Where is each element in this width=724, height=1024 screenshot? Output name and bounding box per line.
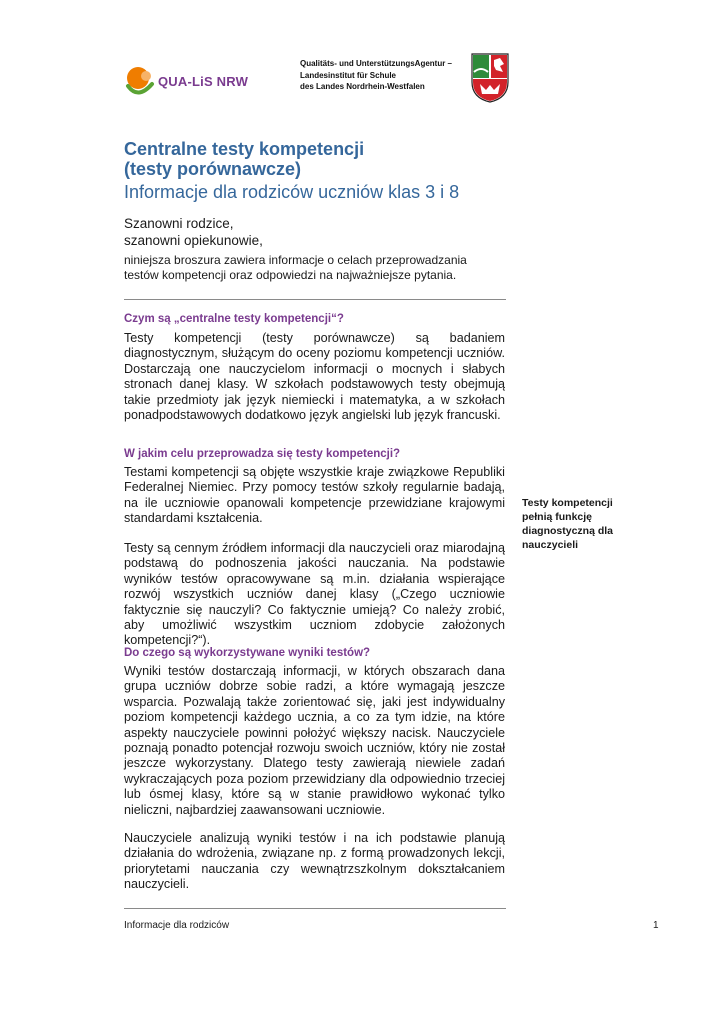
page-number: 1	[653, 920, 659, 931]
institution-line: Landesinstitut für Schule	[300, 70, 397, 80]
nrw-coat-of-arms-icon	[470, 52, 510, 104]
institution-name	[300, 58, 452, 93]
section-heading: W jakim celu przeprowadza się testy kompetencji?	[124, 448, 401, 460]
section-heading: Do czego są wykorzystywane wyniki testów?	[124, 647, 371, 659]
document-subtitle: Informacje dla rodziców uczniów klas 3 i 8	[124, 182, 460, 202]
section-paragraph: Testy są cennym źródłem informacji dla nauczycieli oraz miarodajną podstawą do podnoszenia jakości nauczania. Na podstawie wyników testów opracowywane są m.in. działania wspierające rozwój wszystkich uczniów danej klasy („Czego uczniowie faktycznie się nauczyli? Co faktycznie umieją? Co należy zrobić, aby umożliwić wszystkim uczniom zdobycie założonych kompetencji?“).	[124, 541, 505, 648]
document-title	[124, 139, 364, 179]
qua-lis-logo-text: QUA-LiS NRW	[158, 74, 249, 89]
section-heading: Czym są „centralne testy kompetencji“?	[124, 313, 344, 325]
divider	[124, 299, 506, 300]
side-note: Testy kompetencji pełnią funkcję diagnostyczną dla nauczycieli	[522, 497, 614, 551]
intro-text: niniejsza broszura zawiera informacje o celach przeprowadzania testów kompetencji oraz odpowiedzi na najważniejsze pytania.	[124, 253, 467, 282]
section-paragraph: Wyniki testów dostarczają informacji, w których obszarach dana grupa uczniów dobrze sobie radzi, a które wymagają jeszcze wsparcia. Pozwalają także zorientować się, jaki jest indywidualny poziom kompetencji każdego ucznia, a co za tym idzie, na które aspekty nauczyciele powinni położyć większy nacisk. Nauczyciele poznają ponadto potencjał rozwoju swoich uczniów, który nie został jeszcze wykorzystany. Dlatego testy zawierają niewiele zadań wykraczających poza poziom przewidziany dla odpowiednio trzeciej lub ósmej klasy, które są w stanie prawidłowo wykonać tylko nieliczni, najbardziej zaawansowani uczniowie.	[124, 664, 505, 817]
institution-line: des Landes Nordrhein-Westfalen	[300, 82, 425, 91]
section-paragraph: Nauczyciele analizują wyniki testów i na ich podstawie planują działania do wdrożenia, związane np. z formą prowadzonych lekcji, priorytetami nauczania czy wewnątrzszkolnym dokształcaniem nauczycieli.	[124, 831, 505, 892]
qua-lis-logo-icon	[124, 64, 156, 100]
institution-line: Qualitäts- und UnterstützungsAgentur –	[300, 59, 452, 68]
qua-lis-logo	[124, 64, 254, 100]
section-paragraph: Testy kompetencji (testy porównawcze) są badaniem diagnostycznym, służącym do oceny poziomu kompetencji uczniów. Dostarczają one nauczycielom informacji o mocnych i słabych stronach danej klasy. W szkołach podstawowych testy obejmują takie przedmioty jak język niemiecki i matematyka, a w szkołach ponadpodstawowych dodatkowo język angielski lub język francuski.	[124, 331, 505, 423]
footer-label: Informacje dla rodziców	[124, 920, 230, 931]
section-paragraph: Testami kompetencji są objęte wszystkie kraje związkowe Republiki Federalnej Niemiec. Przy pomocy testów szkoły regularnie badają, na ile uczniowie opanowali kompetencje przewidziane krajowymi standardami kształcenia.	[124, 465, 505, 526]
greeting-line-1: Szanowni rodzice,	[124, 216, 234, 231]
greeting-line-2: szanowni opiekunowie,	[124, 233, 263, 248]
title-line-2: (testy porównawcze)	[124, 159, 302, 179]
footer-divider	[124, 908, 506, 909]
greeting	[124, 215, 263, 249]
title-line-1: Centralne testy kompetencji	[124, 139, 365, 159]
